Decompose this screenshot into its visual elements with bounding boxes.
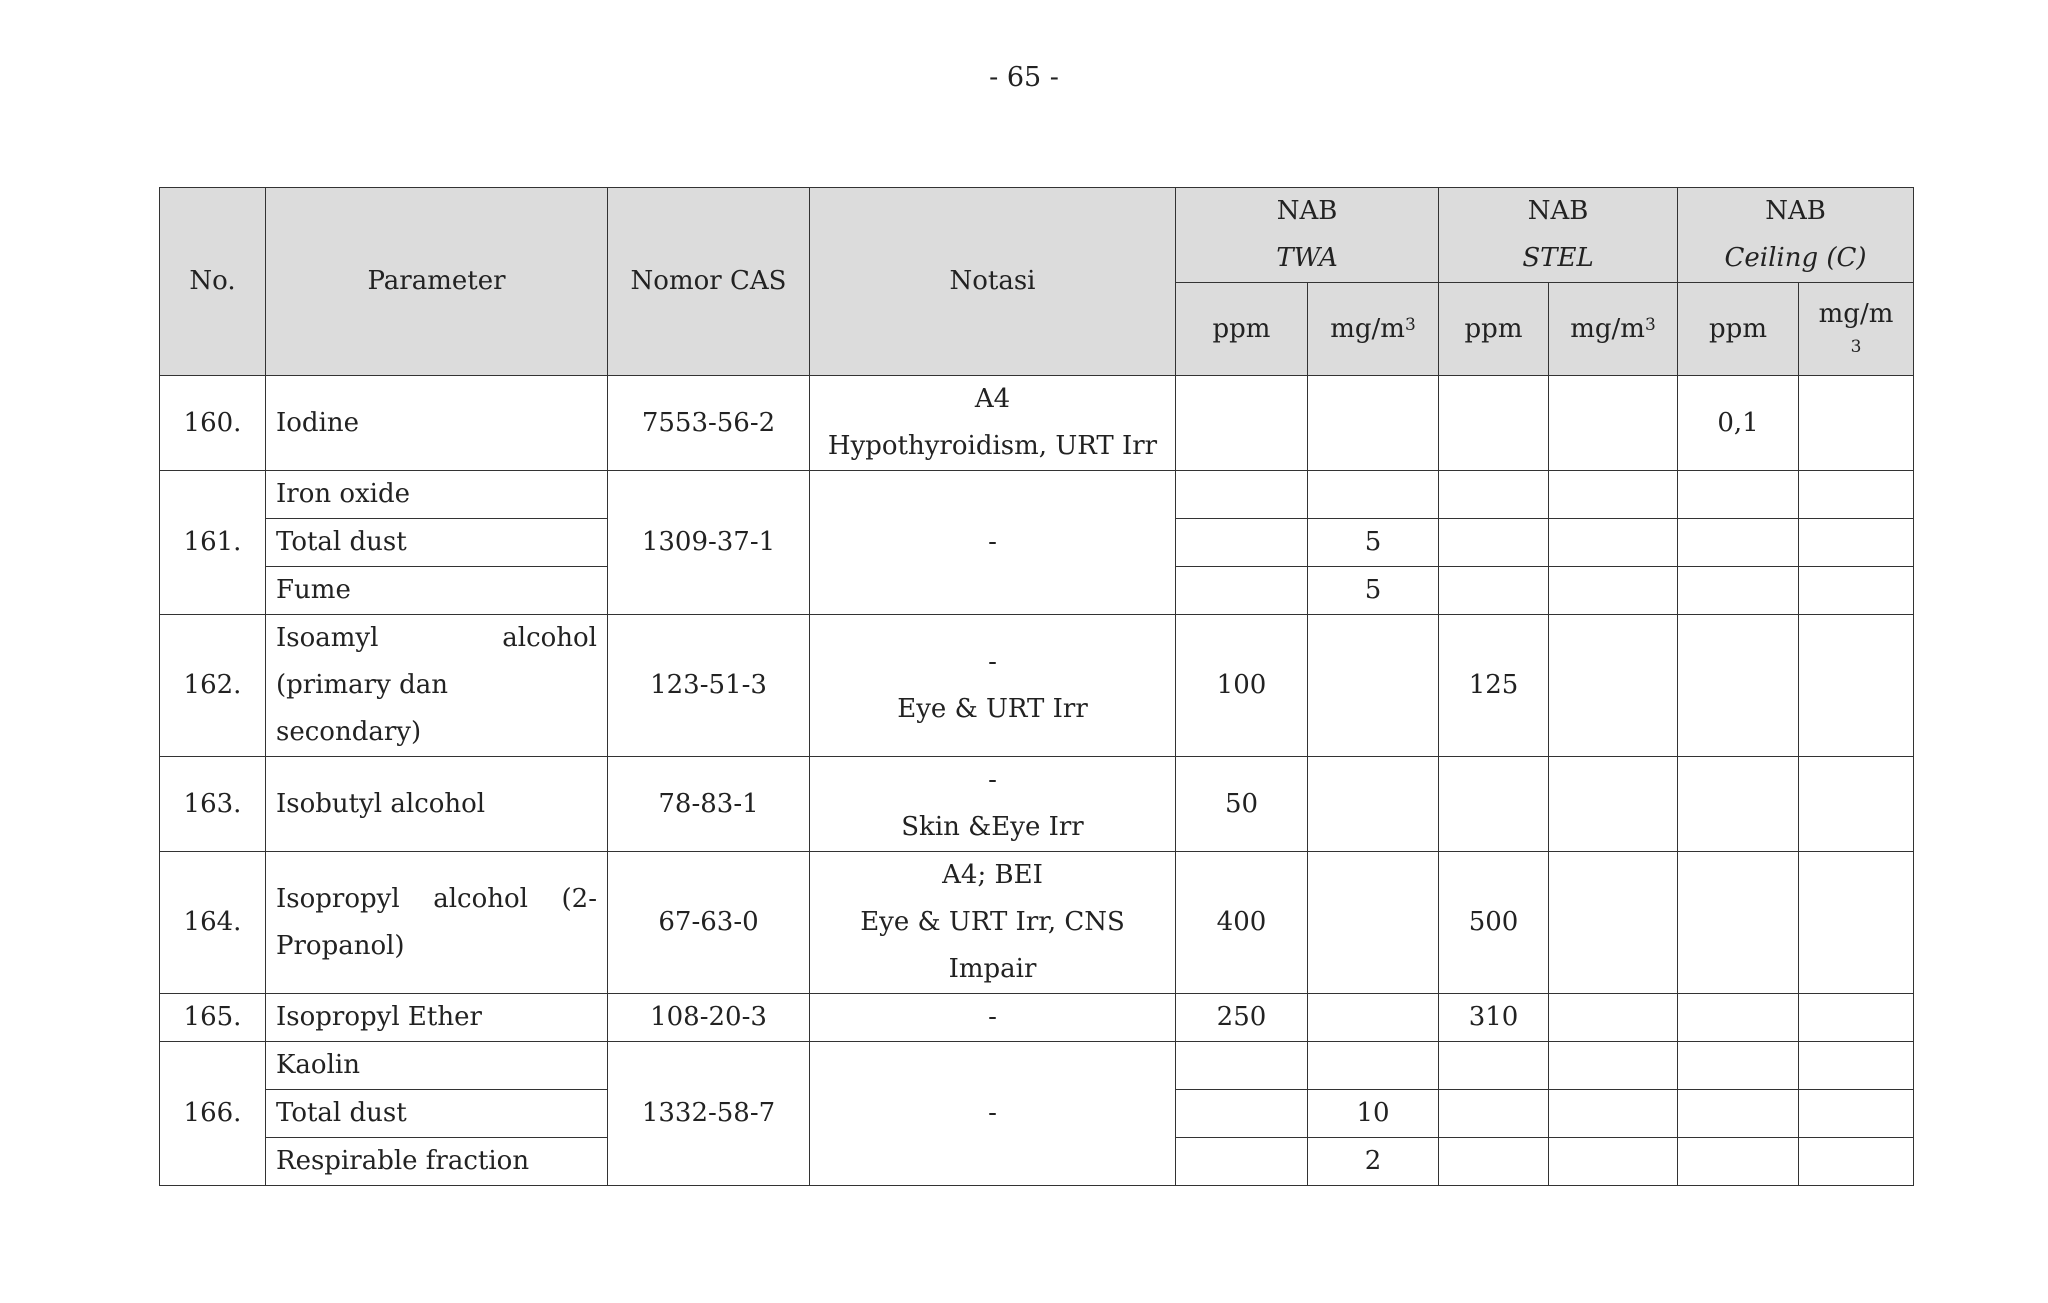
cell-stel-mg xyxy=(1549,757,1678,852)
cell-stel-ppm xyxy=(1439,1042,1549,1090)
table-row xyxy=(160,1042,1914,1090)
cell-parameter: Fume xyxy=(266,567,608,615)
cell-parameter: Total dust xyxy=(266,1090,608,1138)
cell-ceiling-mg xyxy=(1799,376,1914,471)
cell-notasi: - xyxy=(810,994,1176,1042)
cell-ceiling-ppm xyxy=(1678,1042,1799,1090)
cell-twa-ppm xyxy=(1176,1042,1308,1090)
cell-parameter: Isobutyl alcohol xyxy=(266,757,608,852)
cell-notasi xyxy=(810,615,1176,757)
cell-stel-ppm xyxy=(1439,1090,1549,1138)
cell-stel-ppm xyxy=(1439,519,1549,567)
cell-twa-mg xyxy=(1308,1042,1439,1090)
cell-ceiling-mg xyxy=(1799,1090,1914,1138)
cell-twa-ppm xyxy=(1176,376,1308,471)
cell-twa-ppm xyxy=(1176,1090,1308,1138)
cell-no: 160. xyxy=(160,376,266,471)
cell-ceiling-mg xyxy=(1799,757,1914,852)
cell-parameter: Respirable fraction xyxy=(266,1138,608,1186)
cell-stel-mg xyxy=(1549,519,1678,567)
header-no: No. xyxy=(160,188,266,376)
parameter-line xyxy=(276,876,597,923)
cell-cas: 1309-37-1 xyxy=(608,471,810,615)
cell-no: 166. xyxy=(160,1042,266,1186)
parameter-word: alcohol xyxy=(433,883,528,914)
cell-twa-mg xyxy=(1308,615,1439,757)
unit-text: mg/m xyxy=(1330,313,1405,344)
table-row xyxy=(160,615,1914,757)
cell-notasi xyxy=(810,852,1176,994)
cell-twa-mg: 10 xyxy=(1308,1090,1439,1138)
cell-stel-mg xyxy=(1549,471,1678,519)
notasi-line: Hypothyroidism, URT Irr xyxy=(827,431,1158,461)
unit-text: mg/m xyxy=(1570,313,1645,344)
cell-notasi xyxy=(810,376,1176,471)
cell-ceiling-ppm xyxy=(1678,1138,1799,1186)
table-row xyxy=(160,994,1914,1042)
table-row xyxy=(160,376,1914,471)
cell-notasi: - xyxy=(810,471,1176,615)
cell-ceiling-ppm xyxy=(1678,852,1799,994)
table-row xyxy=(160,757,1914,852)
unit-superscript: 3 xyxy=(1644,314,1656,335)
cell-cas: 67-63-0 xyxy=(608,852,810,994)
notasi-line: - xyxy=(988,646,997,677)
cell-cas: 108-20-3 xyxy=(608,994,810,1042)
cell-ceiling-ppm xyxy=(1678,471,1799,519)
parameter-word: alcohol xyxy=(502,623,597,653)
cell-stel-ppm: 500 xyxy=(1439,852,1549,994)
cell-parameter: Iodine xyxy=(266,376,608,471)
cell-twa-mg xyxy=(1308,757,1439,852)
cell-ceiling-ppm xyxy=(1678,615,1799,757)
cell-twa-ppm: 250 xyxy=(1176,994,1308,1042)
header-twa-sub: TWA xyxy=(1276,243,1338,273)
cell-twa-ppm xyxy=(1176,1138,1308,1186)
cell-ceiling-ppm xyxy=(1678,567,1799,615)
cell-stel-ppm: 310 xyxy=(1439,994,1549,1042)
cell-twa-mg: 5 xyxy=(1308,519,1439,567)
unit-text: mg/m xyxy=(1818,299,1894,329)
cell-parameter: Kaolin xyxy=(266,1042,608,1090)
cell-ceiling-ppm xyxy=(1678,1090,1799,1138)
cell-parameter: Total dust xyxy=(266,519,608,567)
cell-stel-mg xyxy=(1549,1090,1678,1138)
table-row xyxy=(160,471,1914,519)
header-stel-ppm: ppm xyxy=(1439,283,1549,376)
header-ceiling-sub: Ceiling (C) xyxy=(1724,243,1867,273)
cell-twa-mg: 2 xyxy=(1308,1138,1439,1186)
cell-twa-mg: 5 xyxy=(1308,567,1439,615)
cell-stel-ppm xyxy=(1439,376,1549,471)
cell-twa-ppm xyxy=(1176,567,1308,615)
cell-stel-ppm xyxy=(1439,567,1549,615)
cell-twa-mg xyxy=(1308,852,1439,994)
cell-ceiling-ppm xyxy=(1678,994,1799,1042)
header-twa-top: NAB xyxy=(1276,196,1338,226)
cell-parameter: Iron oxide xyxy=(266,471,608,519)
header-notasi: Notasi xyxy=(810,188,1176,376)
parameter-line: Propanol) xyxy=(276,930,405,961)
cell-ceiling-ppm: 0,1 xyxy=(1678,376,1799,471)
cell-notasi xyxy=(810,757,1176,852)
cell-cas: 123-51-3 xyxy=(608,615,810,757)
header-row xyxy=(160,188,1914,283)
cell-stel-mg xyxy=(1549,1138,1678,1186)
cell-stel-mg xyxy=(1549,376,1678,471)
cell-no: 165. xyxy=(160,994,266,1042)
cell-ceiling-mg xyxy=(1799,471,1914,519)
cell-twa-ppm: 400 xyxy=(1176,852,1308,994)
cell-parameter xyxy=(266,852,608,994)
cell-stel-mg xyxy=(1549,567,1678,615)
notasi-line: - xyxy=(988,765,997,795)
cell-cas: 1332-58-7 xyxy=(608,1042,810,1186)
header-stel-sub: STEL xyxy=(1522,243,1594,273)
cell-twa-mg xyxy=(1308,471,1439,519)
table-row xyxy=(160,852,1914,994)
header-parameter: Parameter xyxy=(266,188,608,376)
cell-ceiling-mg xyxy=(1799,1042,1914,1090)
parameter-word: (2- xyxy=(561,883,597,914)
cell-stel-mg xyxy=(1549,994,1678,1042)
cell-stel-ppm xyxy=(1439,1138,1549,1186)
cell-no: 164. xyxy=(160,852,266,994)
cell-ceiling-mg xyxy=(1799,615,1914,757)
header-twa-mgm3 xyxy=(1308,283,1439,376)
parameter-word: Isoamyl xyxy=(276,623,379,653)
cell-notasi: - xyxy=(810,1042,1176,1186)
notasi-line: Skin &Eye Irr xyxy=(901,812,1084,842)
cell-twa-ppm xyxy=(1176,471,1308,519)
header-nab-twa xyxy=(1176,188,1439,283)
cell-stel-ppm xyxy=(1439,471,1549,519)
cell-twa-mg xyxy=(1308,376,1439,471)
cell-no: 161. xyxy=(160,471,266,615)
parameter-word: Isopropyl xyxy=(276,883,400,914)
parameter-line: (primary dan secondary) xyxy=(276,670,448,747)
cell-ceiling-mg xyxy=(1799,1138,1914,1186)
cell-twa-ppm: 100 xyxy=(1176,615,1308,757)
cell-ceiling-mg xyxy=(1799,994,1914,1042)
cell-ceiling-mg xyxy=(1799,852,1914,994)
header-ceiling-mgm3 xyxy=(1799,283,1914,376)
cell-no: 162. xyxy=(160,615,266,757)
unit-superscript: 3 xyxy=(1850,337,1862,357)
header-nab-stel xyxy=(1439,188,1678,283)
cell-parameter: Isopropyl Ether xyxy=(266,994,608,1042)
header-stel-mgm3 xyxy=(1549,283,1678,376)
header-ceiling-ppm: ppm xyxy=(1678,283,1799,376)
notasi-line: A4 xyxy=(974,384,1011,414)
cell-ceiling-mg xyxy=(1799,519,1914,567)
cell-twa-mg xyxy=(1308,994,1439,1042)
notasi-line: Impair xyxy=(948,954,1037,984)
header-stel-top: NAB xyxy=(1527,196,1589,226)
notasi-line: Eye & URT Irr xyxy=(897,693,1088,724)
cell-twa-ppm: 50 xyxy=(1176,757,1308,852)
parameter-line xyxy=(276,615,597,662)
header-ceiling-top: NAB xyxy=(1765,196,1826,226)
page-number: - 65 - xyxy=(989,62,1059,93)
cell-ceiling-ppm xyxy=(1678,757,1799,852)
cell-no: 163. xyxy=(160,757,266,852)
cell-parameter xyxy=(266,615,608,757)
notasi-line: A4; BEI xyxy=(942,860,1043,890)
cell-ceiling-mg xyxy=(1799,567,1914,615)
cell-twa-ppm xyxy=(1176,519,1308,567)
cell-stel-mg xyxy=(1549,615,1678,757)
cell-stel-mg xyxy=(1549,1042,1678,1090)
cell-stel-ppm xyxy=(1439,757,1549,852)
header-nab-ceiling xyxy=(1678,188,1914,283)
notasi-line: Eye & URT Irr, CNS xyxy=(860,907,1125,937)
cell-stel-mg xyxy=(1549,852,1678,994)
header-cas: Nomor CAS xyxy=(608,188,810,376)
header-twa-ppm: ppm xyxy=(1176,283,1308,376)
cell-cas: 7553-56-2 xyxy=(608,376,810,471)
cell-stel-ppm: 125 xyxy=(1439,615,1549,757)
unit-superscript: 3 xyxy=(1404,314,1416,335)
nab-table xyxy=(159,187,1914,1186)
cell-ceiling-ppm xyxy=(1678,519,1799,567)
cell-cas: 78-83-1 xyxy=(608,757,810,852)
